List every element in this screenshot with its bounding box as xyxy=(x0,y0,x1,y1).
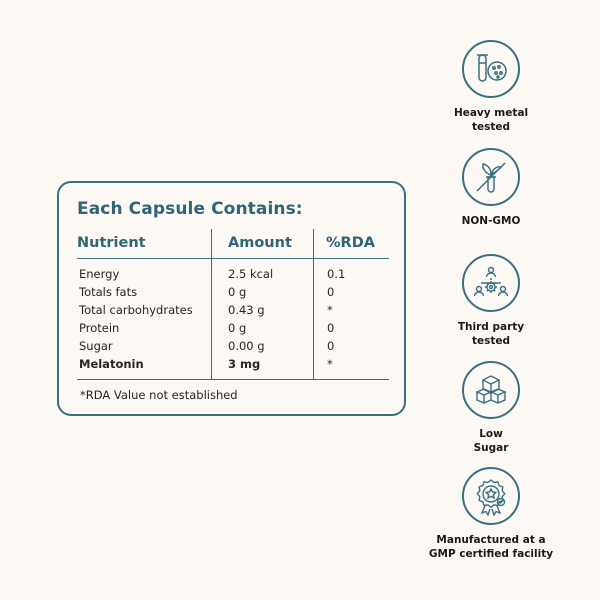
crossed-plant-tube-icon xyxy=(471,157,511,197)
header-rda: %RDA xyxy=(326,235,375,251)
rda-cell: 0.1 xyxy=(327,267,346,281)
panel-title: Each Capsule Contains: xyxy=(77,199,303,219)
column-divider xyxy=(313,229,314,380)
nutrient-cell: Total carbohydrates xyxy=(79,303,193,317)
badge-heavy-metal xyxy=(441,40,541,134)
sugar-cubes-icon xyxy=(471,370,511,410)
nutrient-cell: Protein xyxy=(79,321,120,335)
badge-label: Manufactured at a GMP certified facility xyxy=(428,534,554,560)
header-divider xyxy=(77,258,389,259)
table-bottom-divider xyxy=(77,379,389,380)
badge-non-gmo xyxy=(441,148,541,228)
badge-low-sugar xyxy=(441,361,541,455)
amount-cell: 0 g xyxy=(228,321,247,335)
rda-footnote: *RDA Value not established xyxy=(80,388,238,402)
rda-cell: * xyxy=(327,303,333,317)
test-tube-petri-dish-icon xyxy=(471,49,511,89)
rda-cell: * xyxy=(327,357,333,371)
badge-third-party xyxy=(441,254,541,348)
amount-cell: 0 g xyxy=(228,285,247,299)
rda-cell: 0 xyxy=(327,321,335,335)
nutrient-cell: Energy xyxy=(79,267,120,281)
certified-badge-icon xyxy=(471,476,511,516)
badge-icon-circle xyxy=(462,467,520,525)
badge-label: Heavy metal tested xyxy=(453,107,529,133)
column-divider xyxy=(211,229,212,380)
badge-icon-circle xyxy=(462,254,520,312)
amount-cell: 0.00 g xyxy=(228,339,265,353)
amount-cell: 2.5 kcal xyxy=(228,267,274,281)
nutrient-cell: Melatonin xyxy=(79,357,144,371)
amount-cell: 0.43 g xyxy=(228,303,265,317)
badge-label: Low Sugar xyxy=(473,428,509,454)
people-gear-icon xyxy=(471,263,511,303)
nutrient-cell: Sugar xyxy=(79,339,113,353)
amount-cell: 3 mg xyxy=(228,357,261,371)
badge-label: NON-GMO xyxy=(461,215,521,227)
header-nutrient: Nutrient xyxy=(77,235,146,251)
nutrient-cell: Totals fats xyxy=(79,285,138,299)
badge-gmp-certified xyxy=(421,467,561,561)
badge-label: Third party tested xyxy=(457,321,525,347)
badge-icon-circle xyxy=(462,40,520,98)
rda-cell: 0 xyxy=(327,339,335,353)
rda-cell: 0 xyxy=(327,285,335,299)
nutrition-panel xyxy=(57,181,406,416)
badge-icon-circle xyxy=(462,361,520,419)
badge-icon-circle xyxy=(462,148,520,206)
header-amount: Amount xyxy=(228,235,292,251)
